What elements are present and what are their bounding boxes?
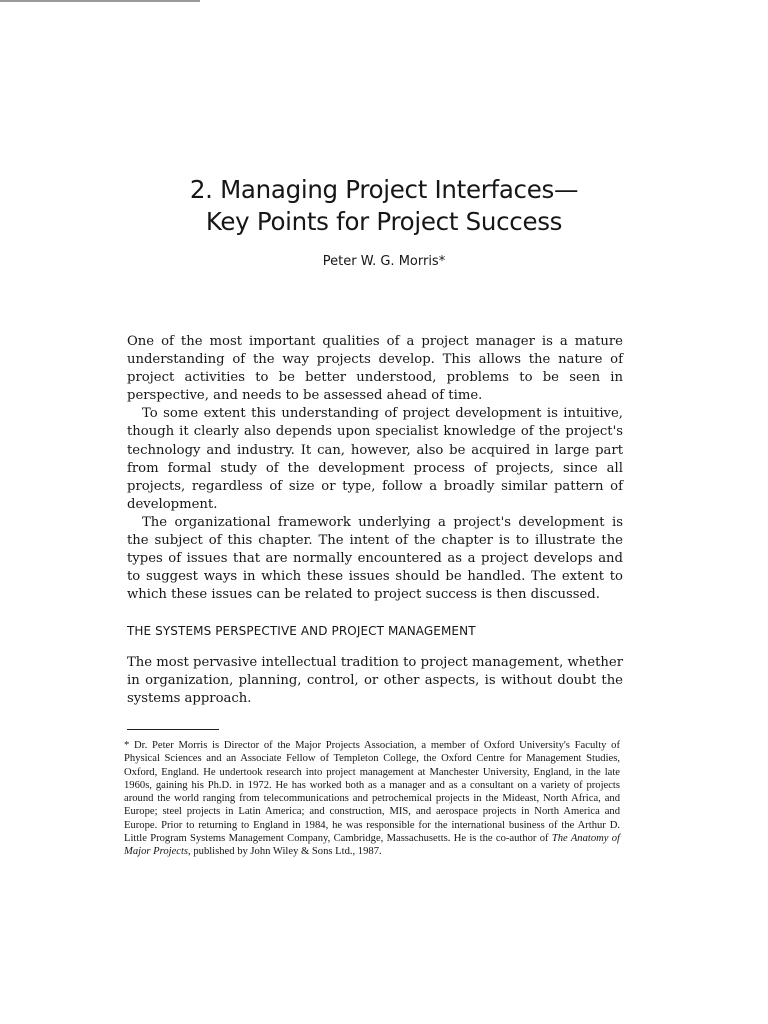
intro-section bbox=[127, 333, 623, 604]
intro-paragraph-3: The organizational framework underlying a project's development is the subject of this chapter. The intent of the chapter is to illustrate the types of issues that are normally encountered as a project develops and to suggest ways in which these issues should be handled. The extent to which these issues can be related to project success is then discussed. bbox=[127, 514, 623, 603]
section-heading: THE SYSTEMS PERSPECTIVE AND PROJECT MANAGEMENT bbox=[127, 624, 476, 638]
intro-paragraph-1: One of the most important qualities of a project manager is a mature understanding of the way projects develop. This allows the nature of project activities to be better understood, problems to be seen in perspective, and needs to be assessed ahead of time. bbox=[127, 334, 623, 404]
author-footnote bbox=[124, 739, 620, 859]
author-name: Peter W. G. Morris* bbox=[322, 254, 446, 269]
footnote-text-end: , published by John Wiley & Sons Ltd., 1987. bbox=[188, 846, 382, 858]
intro-paragraph-2: To some extent this understanding of project development is intuitive, though it clearly also depends upon specialist knowledge of the project's technology and industry. It can, however, also be acquired in large part from formal study of the development process of projects, since all projects, regardless of size or type, follow a broadly similar pattern of development. bbox=[127, 406, 623, 512]
scan-edge-line bbox=[0, 0, 200, 2]
footnote-book-title: The Anatomy of Major Projects bbox=[124, 833, 620, 858]
chapter-title-line-1: 2. Managing Project Interfaces— bbox=[189, 175, 579, 204]
systems-paragraph: The most pervasive intellectual tradition to project management, whether in organization, planning, control, or other aspects, is without doubt the systems approach. bbox=[127, 655, 623, 707]
footnote-paragraph bbox=[124, 739, 620, 859]
footnote-text: * Dr. Peter Morris is Director of the Major Projects Association, a member of Oxford University's Faculty of Physical Sciences and an Associate Fellow of Templeton College, the Oxford Centre for Management Studies, Oxford, England. He undertook research into project management at Manchester University, England, in the late 1960s, gaining his Ph.D. in 1972. He has worked both as a manager and as a consultant on a variety of projects around the world ranging from telecommunications and petrochemical projects in the Mideast, North Africa, and Europe; steel projects in Latin America; and construction, MIS, and aerospace projects in North America and Europe. Prior to returning to England in 1984, he was responsible for the international business of the Arthur D. Little Program Systems Management Company, Cambridge, Massachusetts. He is the co-author of bbox=[124, 740, 620, 845]
systems-section bbox=[127, 654, 623, 708]
footnote-divider bbox=[127, 729, 219, 730]
chapter-title-line-2: Key Points for Project Success bbox=[205, 207, 563, 236]
chapter-title bbox=[100, 174, 668, 238]
